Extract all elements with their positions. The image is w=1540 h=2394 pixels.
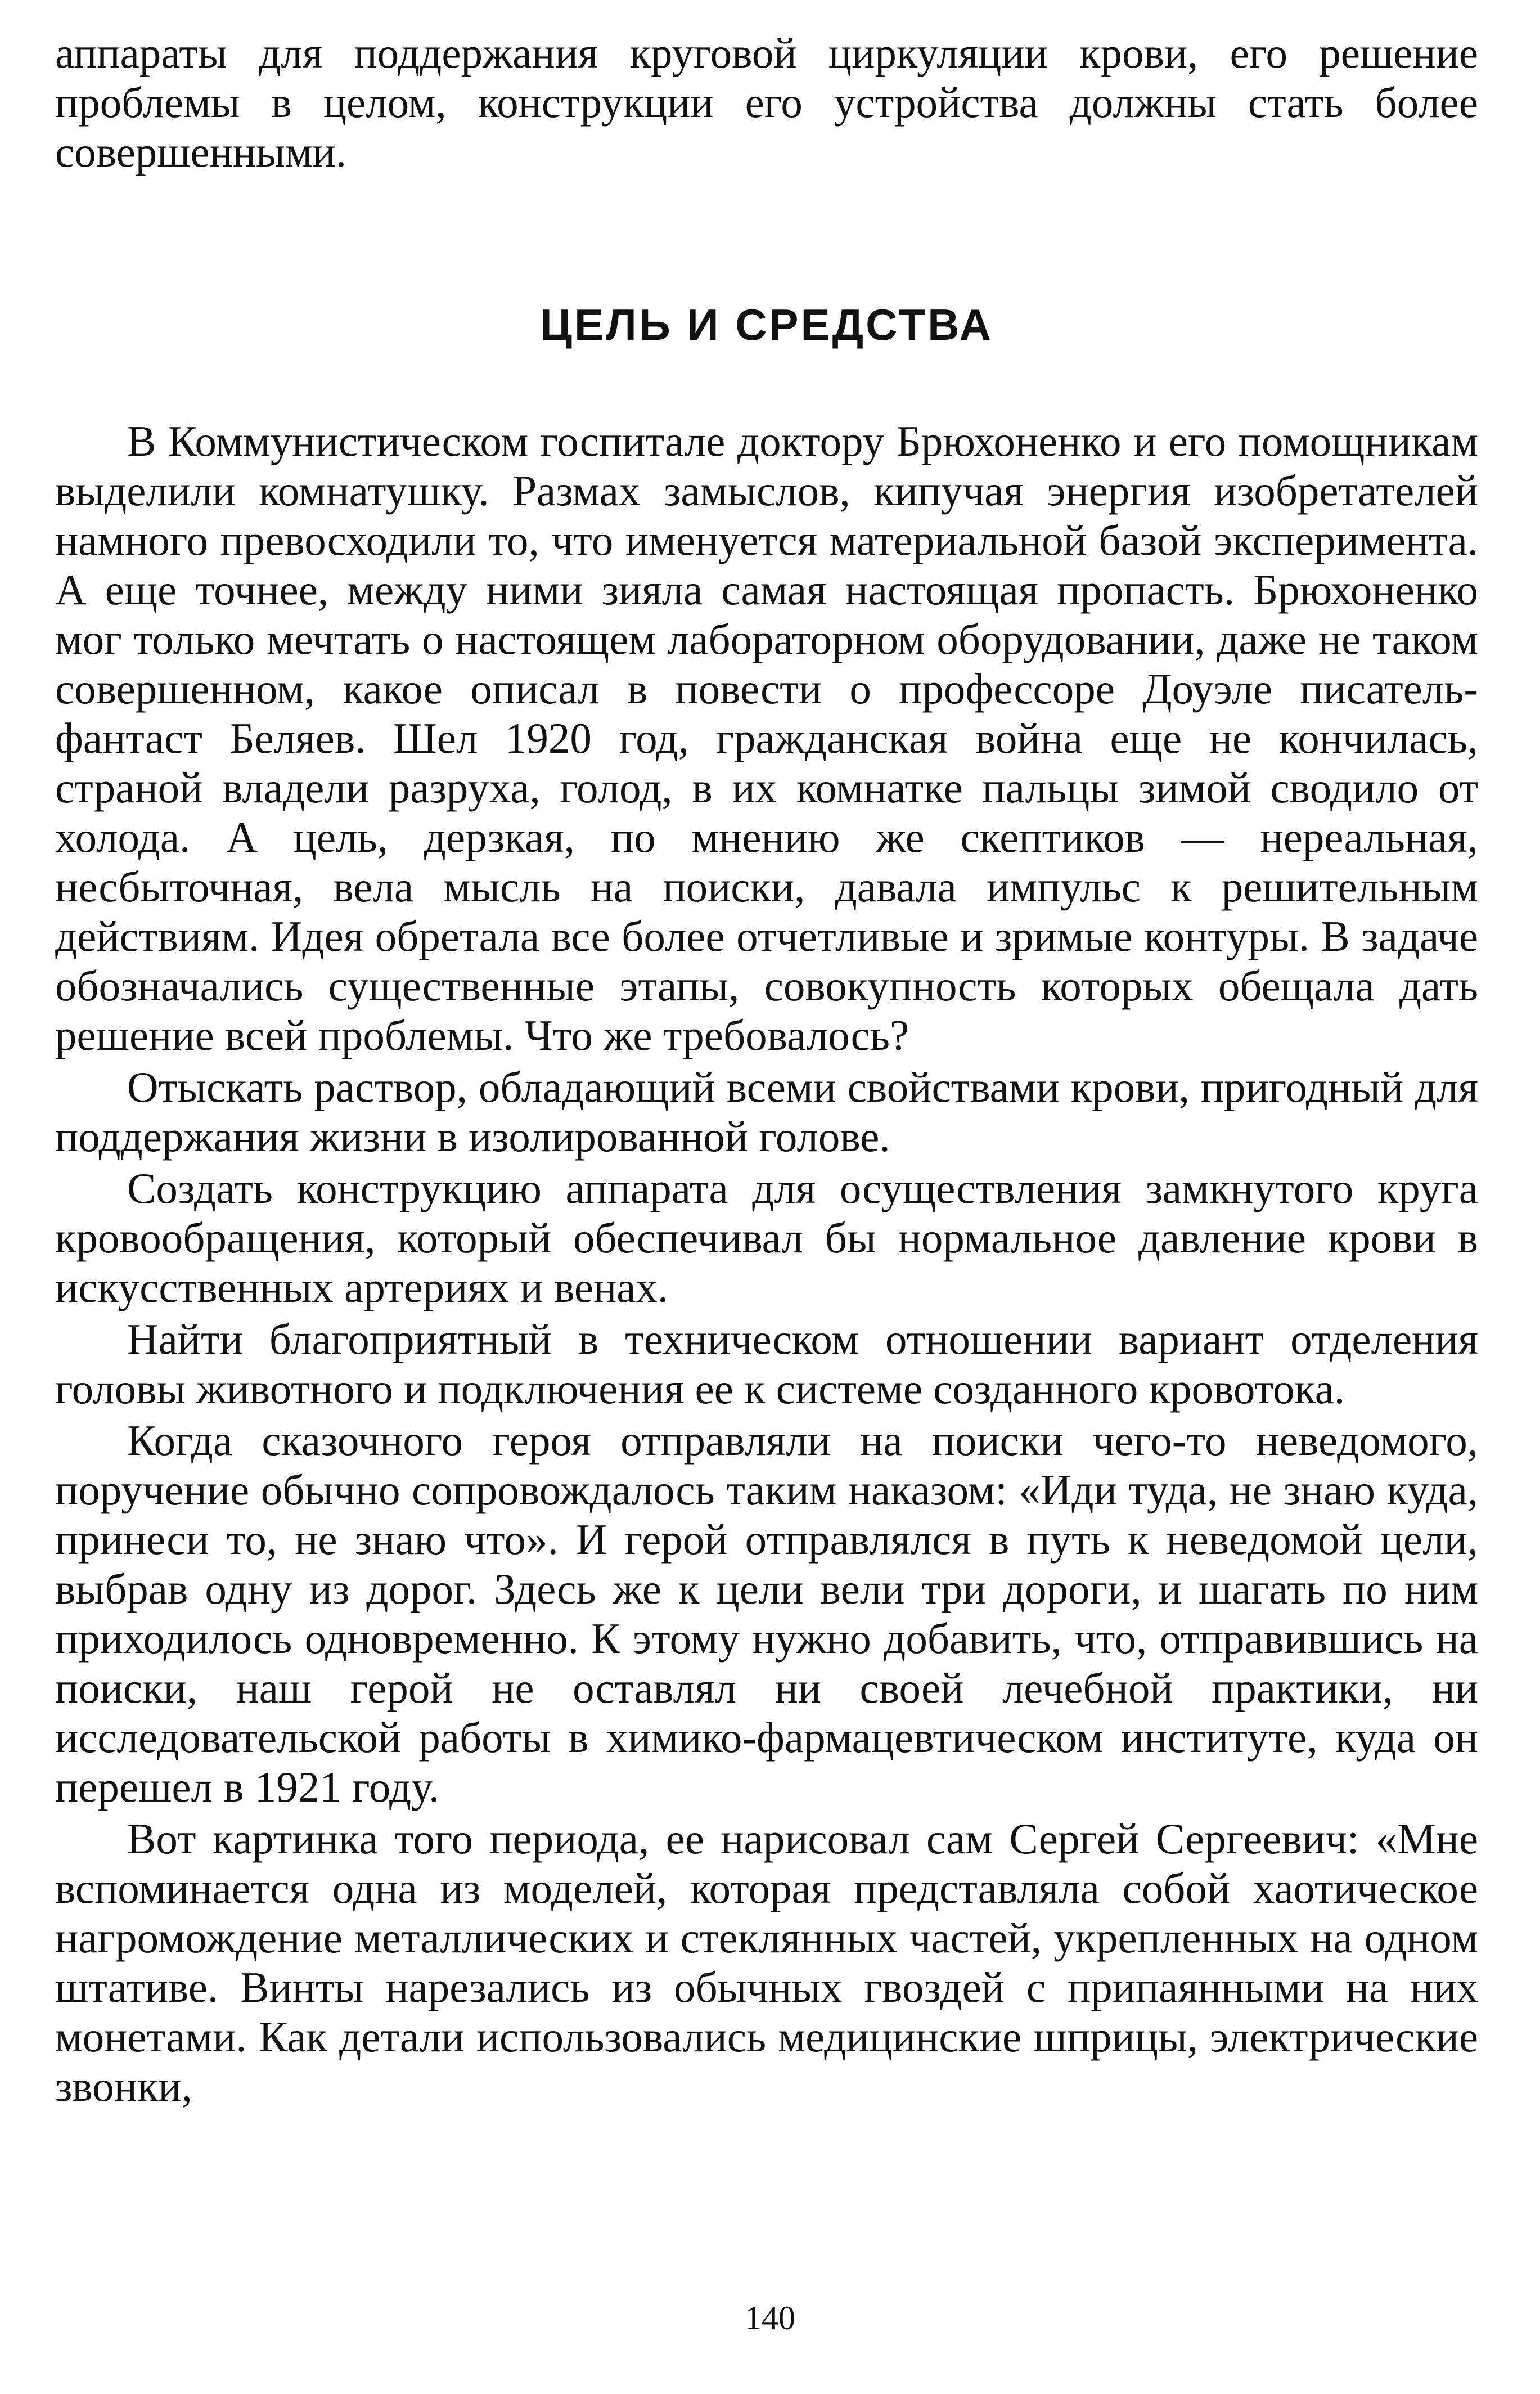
paragraph-4: Найти благоприятный в техническом отношении вариант отделения головы животного и подключения ее к системе созданного кровотока. [55,1315,1478,1413]
paragraph-2: Отыскать раствор, обладающий всеми свойствами крови, пригодный для поддержания жизни в изолированной голове. [55,1063,1478,1161]
section-heading: ЦЕЛЬ И СРЕДСТВА [540,300,993,349]
paragraph-3: Создать конструкцию аппарата для осуществления замкнутого круга кровообращения, который обеспечивал бы нормальное давление крови в искусственных артериях и венах. [55,1164,1478,1311]
paragraph-5: Когда сказочного героя отправляли на поиски чего-то неведомого, поручение обычно сопровождалось таким наказом: «Иди туда, не знаю куда, принеси то, не знаю что». И герой отправлялся в путь к неведомой цели, выбрав одну из дорог. Здесь же к цели вели три дороги, и шагать по ним приходилось одновременно. К этому нужно добавить, что, отправившись на поиски, наш герой не оставлял ни своей лечебной практики, ни исследовательской работы в химико-фармацевтическом институте, куда он перешел в 1921 году. [55,1416,1478,1811]
book-page [55,28,1478,2363]
continuation-paragraph: аппараты для поддержания круговой циркуляции крови, его решение проблемы в целом, конструкции его устройства должны стать более совершенными. [55,29,1478,176]
paragraph-1: В Коммунистическом госпитале доктору Брюхоненко и его помощникам выделили комнатушку. Размах замыслов, кипучая энергия изобретателей намного превосходили то, что именуется материальной базой эксперимента. А еще точнее, между ними зияла самая настоящая пропасть. Брюхоненко мог только мечтать о настоящем лабораторном оборудовании, даже не таком совершенном, какое описал в повести о профессоре Доуэле писатель-фантаст Беляев. Шел 1920 год, гражданская война еще не кончилась, страной владели разруха, голод, в их комнатке пальцы зимой сводило от холода. А цель, дерзкая, по мнению же скептиков — нереальная, несбыточная, вела мысль на поиски, давала импульс к решительным действиям. Идея обретала все более отчетливые и зримые контуры. В задаче обозначались существенные этапы, совокупность которых обещала дать решение всей проблемы. Что же требовалось? [55,417,1478,1059]
paragraph-6: Вот картинка того периода, ее нарисовал сам Сергей Сергеевич: «Мне вспоминается одна из моделей, которая представляла собой хаотическое нагромождение металлических и стеклянных частей, укрепленных на одном штативе. Винты нарезались из обычных гвоздей с припаянными на них монетами. Как детали использовались медицинские шприцы, электрические звонки, [55,1814,1478,2110]
page-number: 140 [745,2299,795,2337]
